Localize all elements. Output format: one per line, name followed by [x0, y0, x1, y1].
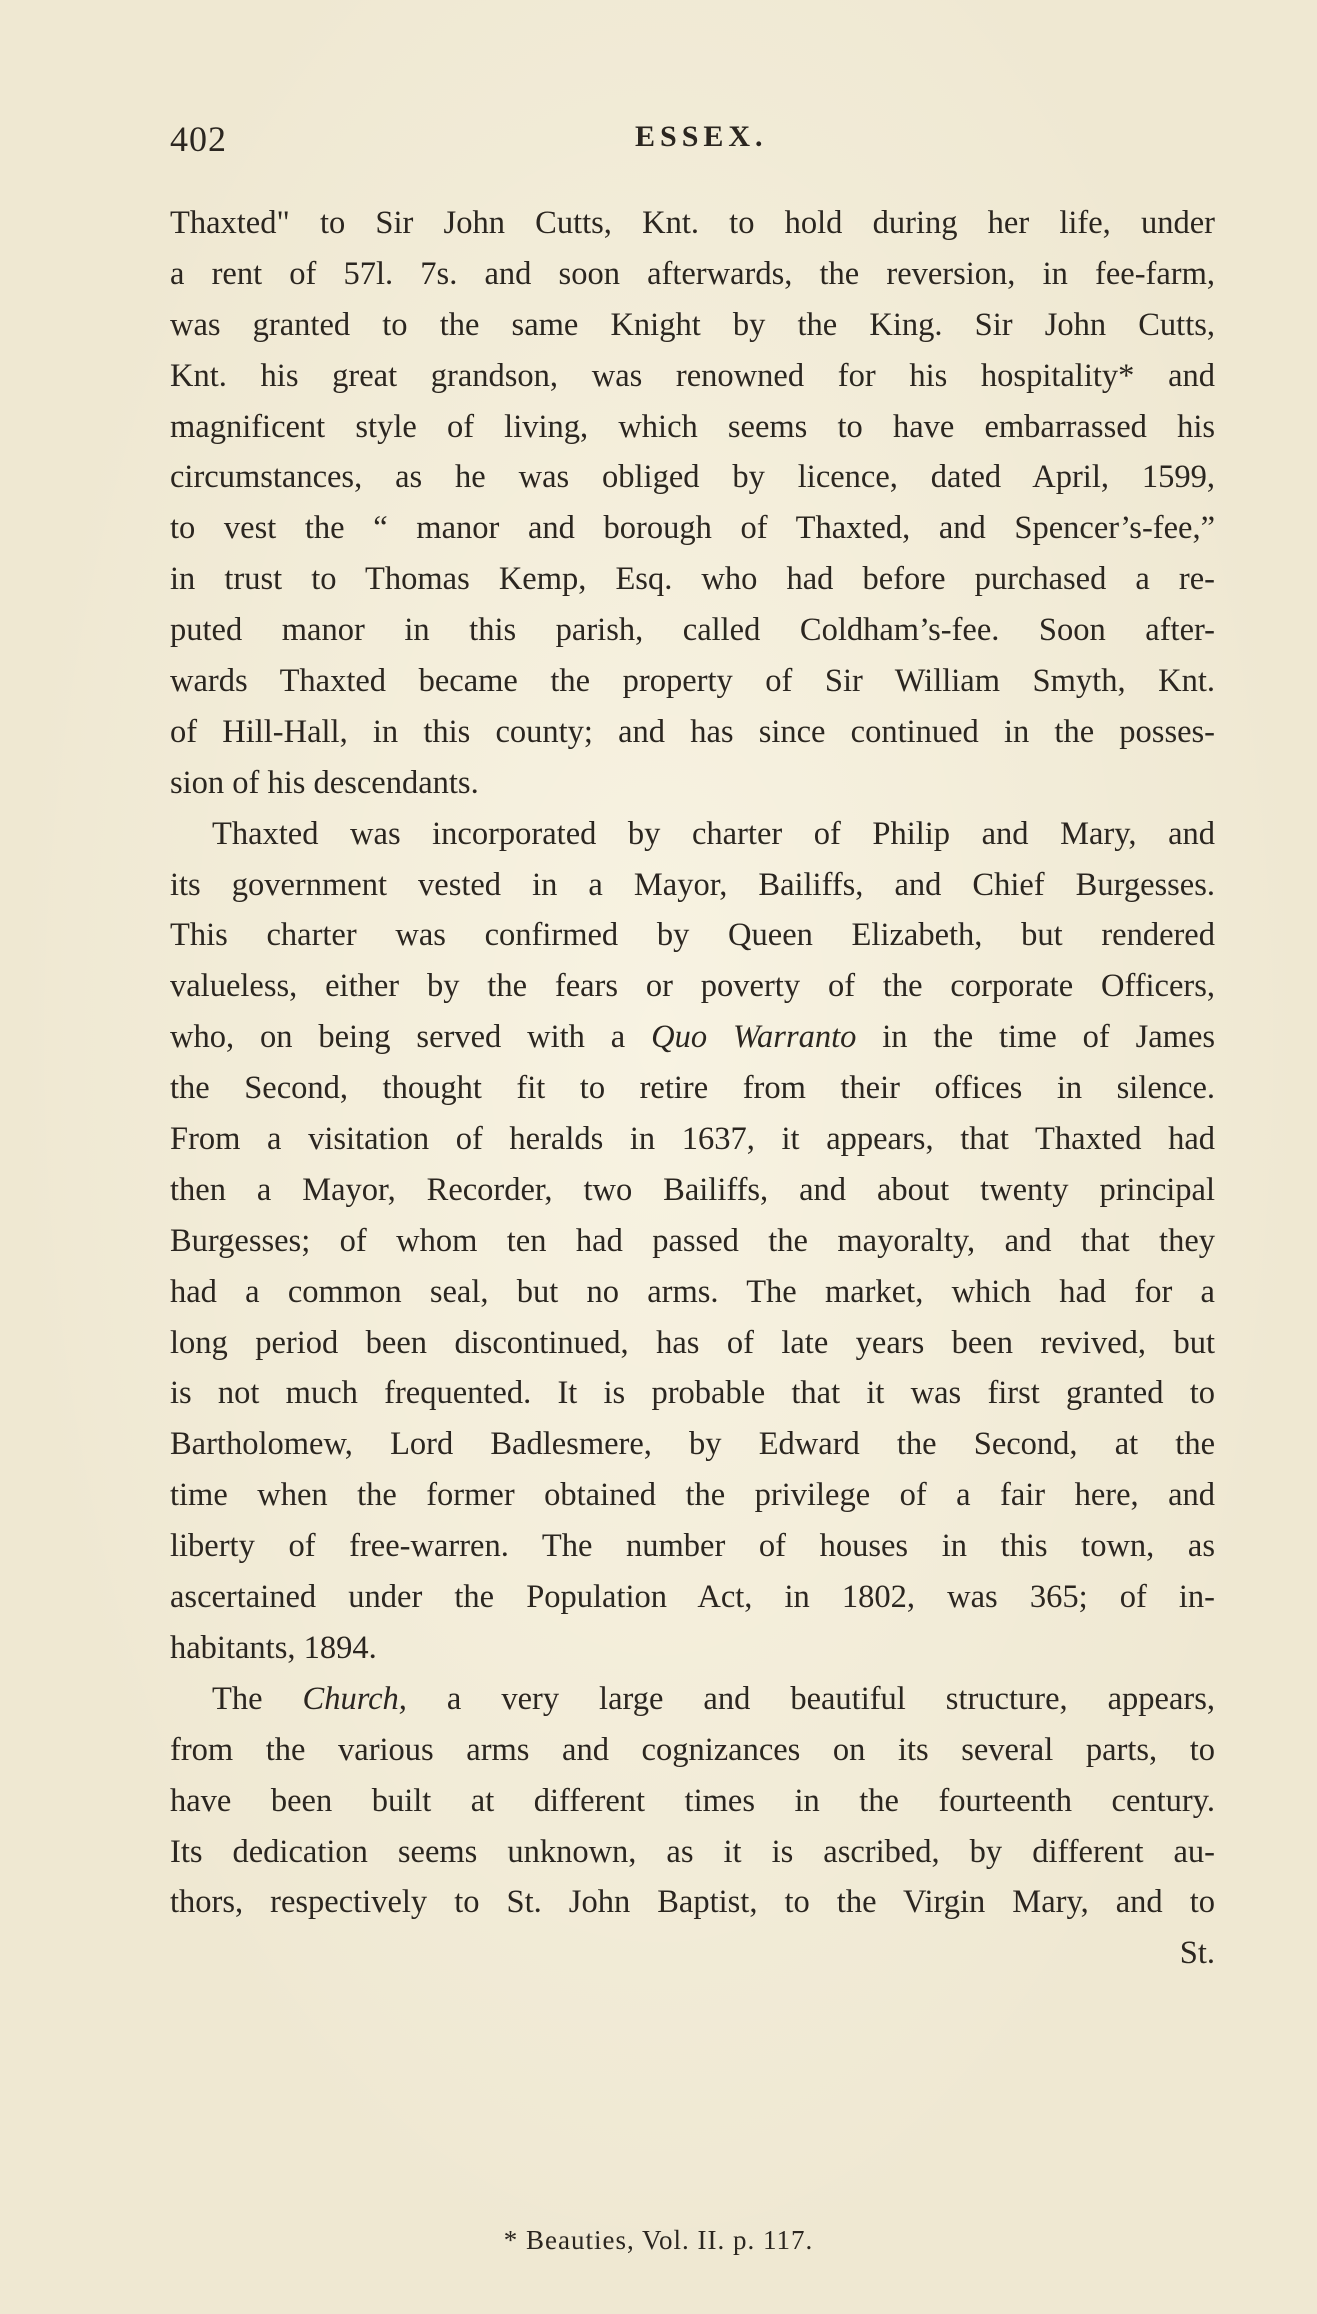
- text-line: Bartholomew, Lord Badlesmere, by Edward the Second, at the: [170, 1426, 1215, 1463]
- text-line: of Hill-Hall, in this county; and has since continued in the posses-: [170, 713, 1215, 750]
- text-line-with-italic: [170, 1012, 1215, 1063]
- text-segment: in the time of James: [882, 1019, 1215, 1056]
- text-line: time when the former obtained the privilege of a fair here, and: [170, 1477, 1215, 1514]
- text-line: Burgesses; of whom ten had passed the mayoralty, and that they: [170, 1222, 1215, 1259]
- text-line: to vest the “ manor and borough of Thaxted, and Spencer’s-fee,”: [170, 510, 1215, 547]
- text-line: had a common seal, but no arms. The market, which had for a: [170, 1273, 1215, 1310]
- text-line: thors, respectively to St. John Baptist, to the Virgin Mary, and to: [170, 1884, 1215, 1921]
- text-line: puted manor in this parish, called Coldham’s-fee. Soon after-: [170, 612, 1215, 649]
- text-line: liberty of free-warren. The number of houses in this town, as: [170, 1528, 1215, 1565]
- text-segment: who, on being served with a: [170, 1019, 626, 1056]
- text-line: its government vested in a Mayor, Bailiffs, and Chief Burgesses.: [170, 866, 1215, 903]
- text-line: from the various arms and cognizances on its several parts, to: [170, 1731, 1215, 1768]
- text-segment: a very large and beautiful structure, appears,: [446, 1680, 1215, 1717]
- page-number: 402: [170, 119, 227, 159]
- footnote: * Beauties, Vol. II. p. 117.: [503, 2225, 814, 2255]
- text-line: the Second, thought fit to retire from their offices in silence.: [170, 1070, 1215, 1107]
- text-line: Thaxted" to Sir John Cutts, Knt. to hold during her life, under: [170, 205, 1215, 241]
- body-text: [170, 198, 1215, 1979]
- text-line: a rent of 57l. 7s. and soon afterwards, the reversion, in fee-farm,: [170, 255, 1215, 292]
- catchword: St.: [1179, 1935, 1215, 1972]
- text-line: Its dedication seems unknown, as it is ascribed, by different au-: [170, 1833, 1215, 1870]
- text-line: Thaxted was incorporated by charter of Philip and Mary, and: [212, 815, 1215, 852]
- text-line: circumstances, as he was obliged by licence, dated April, 1599,: [170, 459, 1215, 496]
- text-line: sion of his descendants.: [170, 764, 479, 801]
- text-segment: The: [212, 1680, 263, 1717]
- text-line: habitants, 1894.: [170, 1629, 377, 1666]
- text-line: ascertained under the Population Act, in 1802, was 365; of in-: [170, 1579, 1215, 1616]
- text-line-with-italic: [170, 1674, 1215, 1725]
- text-line: valueless, either by the fears or poverty of the corporate Officers,: [170, 968, 1215, 1005]
- running-head: ESSEX.: [635, 120, 768, 153]
- text-line: then a Mayor, Recorder, two Bailiffs, and about twenty principal: [170, 1171, 1215, 1208]
- text-line: wards Thaxted became the property of Sir William Smyth, Knt.: [170, 663, 1215, 700]
- italic-term-quo-warranto: Quo Warranto: [651, 1019, 857, 1056]
- text-line: long period been discontinued, has of late years been revived, but: [170, 1324, 1215, 1361]
- italic-term-church: Church,: [302, 1680, 407, 1717]
- text-line: magnificent style of living, which seems to have embarrassed his: [170, 408, 1215, 445]
- page-header: [170, 118, 1220, 178]
- text-line: was granted to the same Knight by the King. Sir John Cutts,: [170, 306, 1215, 343]
- text-line: is not much frequented. It is probable that it was first granted to: [170, 1375, 1215, 1412]
- text-line: From a visitation of heralds in 1637, it appears, that Thaxted had: [170, 1121, 1215, 1158]
- text-line: have been built at different times in the fourteenth century.: [170, 1782, 1215, 1819]
- text-line: in trust to Thomas Kemp, Esq. who had before purchased a re-: [170, 561, 1215, 598]
- text-line: This charter was confirmed by Queen Elizabeth, but rendered: [170, 917, 1215, 954]
- text-line: Knt. his great grandson, was renowned for his hospitality* and: [170, 357, 1215, 394]
